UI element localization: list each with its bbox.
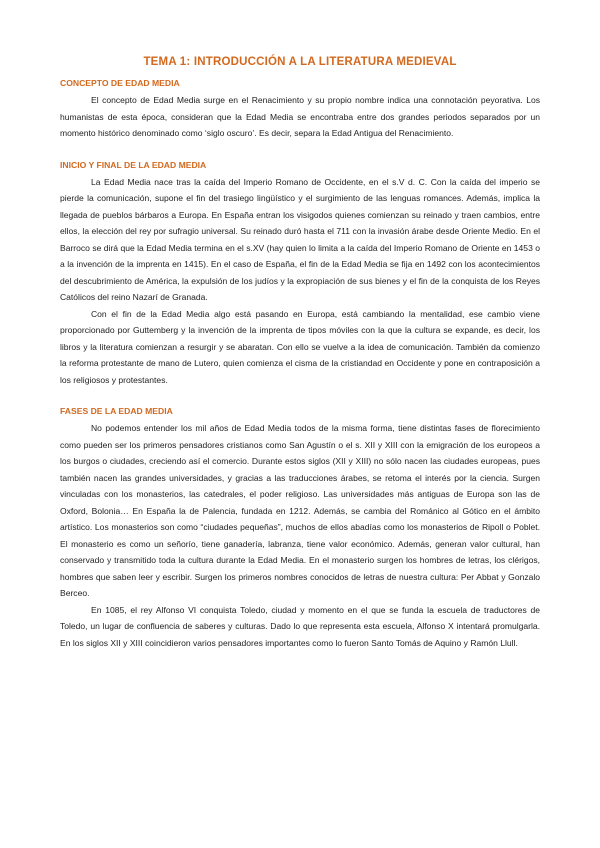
paragraph: No podemos entender los mil años de Edad Media todos de la misma forma, tiene distintas fases de florecimiento como pueden ser los primeros pensadores cristianos como San Agustín o el s. XII y XIII con la emigración de los europeos a los burgos o ciudades, creciendo así el comercio. Durante estos siglos (XII y XIII) no sólo nacen las ciudades europeas, pues también nacen las grandes universidades, y gracias a las traducciones árabes, se retoma el interés por la ciencia. Surgen vinculadas con los monasterios, las catedrales, el poder religioso. Las universidades más antiguas de Europa son las de Oxford, Bolonia… En España la de Palencia, fundada en 1212. Además, se cambia del Románico al Gótico en el ámbito artístico. Los monasterios son como “ciudades pequeñas”, muchos de ellos abadías como los monasterios de Ripoll o Poblet. El monasterio es como un señorío, tiene ganadería, labranza, tiene valor económico. Además, generan valor cultural, han conservado y transmitido toda la cultura durante la Edad Media. En el monasterio surgen los hombres de letras, los clérigos, hombres que saben leer y escribir. Surgen los primeros nombres conocidos de letras de nuestra cultura: Per Abbat y Gonzalo Berceo. bbox=[60, 423, 540, 598]
section-inicio-final bbox=[60, 160, 540, 389]
paragraph: En 1085, el rey Alfonso VI conquista Toledo, ciudad y momento en el que se funda la escuela de traductores de Toledo, un lugar de confluencia de saberes y culturas. Dado lo que representa esta escuela, Alfonso X intentará promulgarla. En los siglos XII y XIII coincidieron varios pensadores importantes como lo fueron Santo Tomás de Aquino y Ramón Llull. bbox=[60, 604, 540, 648]
section-heading: CONCEPTO DE EDAD MEDIA bbox=[60, 78, 180, 88]
section-fases bbox=[60, 406, 540, 651]
paragraph: El concepto de Edad Media surge en el Renacimiento y su propio nombre indica una connotación peyorativa. Los humanistas de esta época, consideran que la Edad Media se encontraba entre dos grandes periodos separados por un momento histórico denominado como ‘siglo oscuro’. Es decir, separa la Edad Antigua del Renacimiento. bbox=[60, 95, 540, 138]
section-concepto bbox=[60, 78, 540, 142]
document-title: TEMA 1: INTRODUCCIÓN A LA LITERATURA MEDIEVAL bbox=[143, 56, 457, 68]
paragraph: La Edad Media nace tras la caída del Imperio Romano de Occidente, en el s.V d. C. Con la caída del imperio se pierde la comunicación, supone el fin del trasiego lingüístico y el surgimiento de las lenguas romances. Además, implica la llegada de pueblos bárbaros a Europa. En España entran los visigodos quienes comienzan su reinado y traen cambios, entre ellos, la elección del rey por sufragio universal. Su reinado duró hasta el 711 con la invasión árabe desde Oriente Medio. En el Barroco se dirá que la Edad Media termina en el s.XV (hay quien lo limita a la caída del Imperio Romano de Oriente en 1453 o a la invención de la imprenta en 1415). En el caso de España, el fin de la Edad Media se fija en 1492 con los acontecimientos del descubrimiento de América, la expulsión de los judíos y la expropiación de sus bienes y el fin de la conquista de los Reyes Católicos del reino Nazarí de Granada. bbox=[60, 176, 540, 302]
section-heading: FASES DE LA EDAD MEDIA bbox=[60, 406, 173, 416]
section-heading: INICIO Y FINAL DE LA EDAD MEDIA bbox=[60, 159, 207, 170]
paragraph: Con el fin de la Edad Media algo está pasando en Europa, está cambiando la mentalidad, ese cambio viene proporcionado por Guttemberg y la invención de la imprenta de tipos móviles con la que la cultura se expande, es decir, los libros y la literatura comienzan a resurgir y se abaratan. Con ello se vuelve a la idea de comunicación. También da comienzo la reforma protestante de mano de Lutero, quien comienza el cisma de la cristiandad en Occidente y pone en contraposición a los religiosos y protestantes. bbox=[60, 308, 540, 385]
